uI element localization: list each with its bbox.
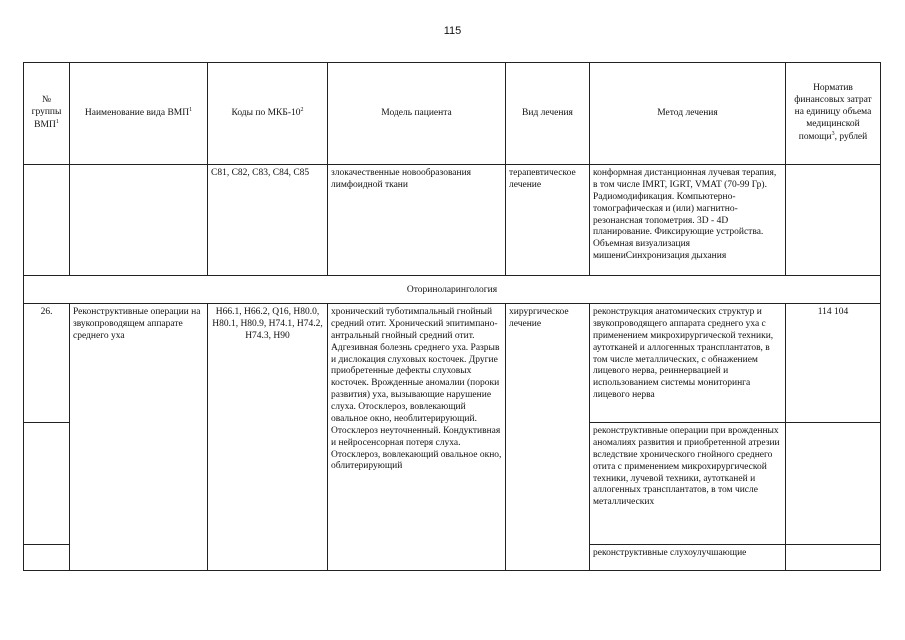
cell-method: реконструктивные операции при врожденных аномалиях развития и приобретенной атрезии вследствие хронического гнойного среднего отита с применением микрохирургической техники, лучевой техники, аутотканей и аллогенных трансплантатов, в том числе металлических: [590, 423, 786, 545]
header-icd-codes: Коды по МКБ-$10^2$: [208, 63, 328, 165]
cell-empty: [24, 165, 70, 276]
cell-codes: C81, C82, C83, C84, C85: [208, 165, 328, 276]
cell-type: хирургическое лечение: [506, 304, 590, 571]
cell-name: Реконструктивные операции на звукопроводящем аппарате среднего уха: [70, 304, 208, 571]
vmp-table: [23, 62, 881, 571]
header-vmp-name: Наименование вида ВМП$^1$: [70, 63, 208, 165]
cell-method: конформная дистанционная лучевая терапия, в том числе IMRT, IGRT, VMAT (70-99 Гр). Радиомодификация. Компьютерно-томографическая и (или) магнитно-резонансная топометрия. 3D - 4D планирование. Фиксирующие устройства. Объемная визуализация мишениСинхронизация дыхания: [590, 165, 786, 276]
table-row: [24, 304, 881, 423]
cell-empty: [24, 423, 70, 545]
cell-codes: H66.1, H66.2, Q16, H80.0, H80.1, H80.9, H74.1, H74.2, H74.3, H90: [208, 304, 328, 571]
cell-model: злокачественные новообразования лимфоидной ткани: [328, 165, 506, 276]
header-cost-norm: Норматив финансовых затрат на единицу объема медицинской помощи$^3$, рублей: [786, 63, 881, 165]
header-group-no: № группы ВМП$^1$: [24, 63, 70, 165]
cell-empty: [786, 165, 881, 276]
section-row: [24, 276, 881, 304]
header-treatment-type: Вид лечения: [506, 63, 590, 165]
cell-empty: [70, 165, 208, 276]
page-number: 115: [443, 25, 462, 37]
header-treatment-method: Метод лечения: [590, 63, 786, 165]
cell-empty: [786, 545, 881, 571]
cell-empty: [24, 545, 70, 571]
cell-type: терапевтическое лечение: [506, 165, 590, 276]
cell-number: 26.: [24, 304, 70, 423]
cell-cost: 114 104: [786, 304, 881, 423]
cell-method: реконструктивные слухоулучшающие: [590, 545, 786, 571]
cell-method: реконструкция анатомических структур и звукопроводящего аппарата среднего уха с применением микрохирургической техники, аутотканей и аллогенных трансплантатов, в том числе металлических, с обнажением лицевого нерва, реиннервацией и использованием системы мониторинга лицевого нерва: [590, 304, 786, 423]
section-title: Оториноларингология: [24, 276, 881, 304]
cell-empty: [786, 423, 881, 545]
cell-model: хронический туботимпальный гнойный средний отит. Хронический эпитимпано-антральный гнойный средний отит. Адгезивная болезнь среднего уха. Разрыв и дислокация слуховых косточек. Другие приобретенные дефекты слуховых косточек. Врожденные аномалии (пороки развития) уха, вызывающие нарушение слуха. Отосклероз, вовлекающий овальное окно, необлитерирующий. Отосклероз неуточненный. Кондуктивная и нейросенсорная потеря слуха. Отосклероз, вовлекающий овальное окно, облитерирующий: [328, 304, 506, 571]
header-patient-model: Модель пациента: [328, 63, 506, 165]
header-row: [24, 63, 881, 165]
table-row: [24, 165, 881, 276]
